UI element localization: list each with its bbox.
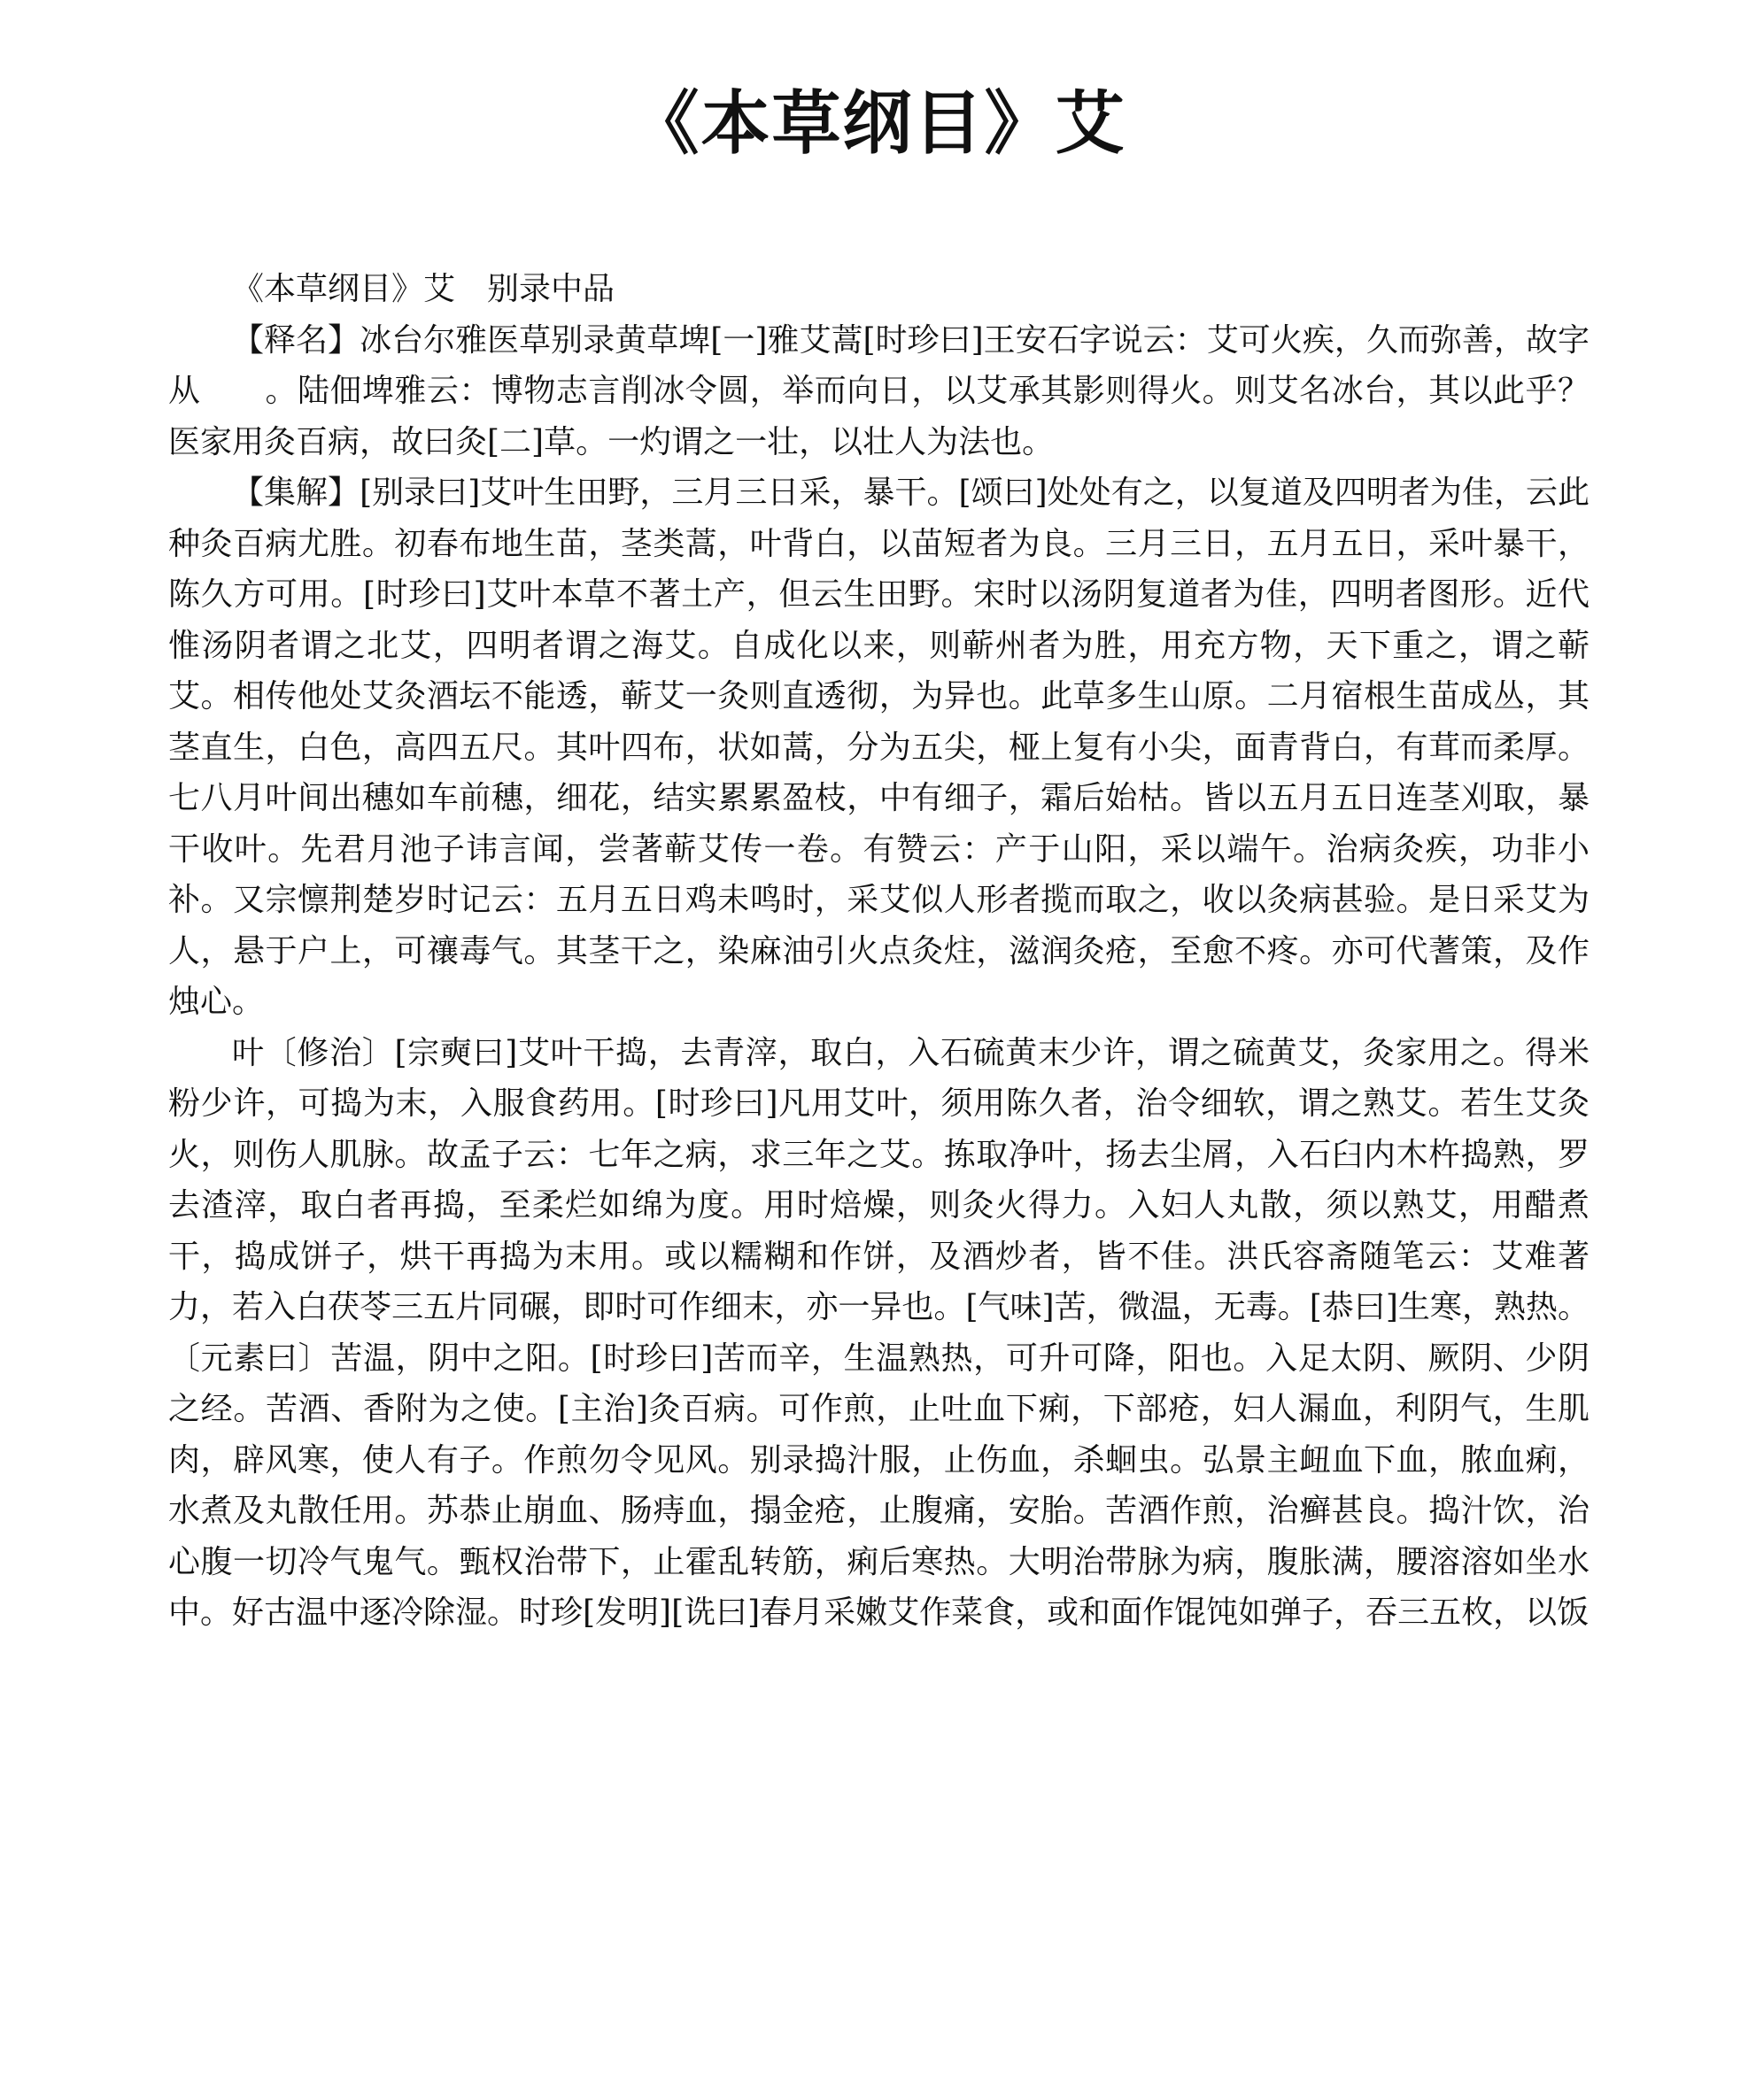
section-label-names: 【释名】 (232, 321, 360, 359)
source-line: 《本草纲目》艾 别录中品 (232, 271, 615, 307)
body-text (168, 264, 1590, 1639)
paragraph-names-text: 冰台尔雅医草别录黄草埤[一]雅艾蒿[时珍曰]王安石字说云：艾可火疾，久而弥善，故字从 。陆佃埤雅云：博物志言削冰令圆，举而向日，以艾承其影则得火。则艾名冰台，其以此乎？医家用灸百病，故曰灸[二]草。一灼谓之一壮，以壮人为法也。 (168, 321, 1590, 460)
paragraph-leaf: 叶〔修治〕[宗奭曰]艾叶干捣，去青滓，取白，入石硫黄末少许，谓之硫黄艾，灸家用之。得米粉少许，可捣为末，入服食药用。[时珍曰]凡用艾叶，须用陈久者，治令细软，谓之熟艾。若生艾灸火，则伤人肌脉。故孟子云：七年之病，求三年之艾。拣取净叶，扬去尘屑，入石臼内木杵捣熟，罗去渣滓，取白者再捣，至柔烂如绵为度。用时焙燥，则灸火得力。入妇人丸散，须以熟艾，用醋煮干，捣成饼子，烘干再捣为末用。或以糯糊和作饼，及酒炒者，皆不佳。洪氏容斋随笔云：艾难著力，若入白茯苓三五片同碾，即时可作细末，亦一异也。[气味]苦，微温，无毒。[恭曰]生寒，熟热。〔元素曰〕苦温，阴中之阳。[时珍曰]苦而辛，生温熟热，可升可降，阳也。入足太阴、厥阴、少阴之经。苦酒、香附为之使。[主治]灸百病。可作煎，止吐血下痢，下部疮，妇人漏血，利阴气，生肌肉，辟风寒，使人有子。作煎勿令见风。别录捣汁服，止伤血，杀蛔虫。弘景主衄血下血，脓血痢，水煮及丸散任用。苏恭止崩血、肠痔血，搨金疮，止腹痛，安胎。苦酒作煎，治癣甚良。捣汁饮，治心腹一切冷气鬼气。甄权治带下，止霍乱转筋，痢后寒热。大明治带脉为病，腹胀满，腰溶溶如坐水中。好古温中逐冷除湿。时珍[发明][诜曰]春月采嫩艾作菜食，或和面作馄饨如弹子，吞三五枚，以饭 (168, 1034, 1590, 1631)
section-label-collected-notes: 【集解】 (232, 475, 360, 511)
paragraph-collected-notes-text: [别录曰]艾叶生田野，三月三日采，暴干。[颂曰]处处有之，以复道及四明者为佳，云此种灸百病尤胜。初春布地生苗，茎类蒿，叶背白，以苗短者为良。三月三日，五月五日，采叶暴干，陈久方可用。[时珍曰]艾叶本草不著土产，但云生田野。宋时以汤阴复道者为佳，四明者图形。近代惟汤阴者谓之北艾，四明者谓之海艾。自成化以来，则蕲州者为胜，用充方物，天下重之，谓之蕲艾。相传他处艾灸酒坛不能透，蕲艾一灸则直透彻，为异也。此草多生山原。二月宿根生苗成丛，其茎直生，白色，高四五尺。其叶四布，状如蒿，分为五尖，桠上复有小尖，面青背白，有茸而柔厚。七八月叶间出穗如车前穗，细花，结实累累盈枝，中有细子，霜后始枯。皆以五月五日连茎刈取，暴干收叶。先君月池子讳言闻，尝著蕲艾传一卷。有赞云：产于山阳，采以端午。治病灸疾，功非小补。又宗懔荆楚岁时记云：五月五日鸡未鸣时，采艾似人形者揽而取之，收以灸病甚验。是日采艾为人，悬于户上，可禳毒气。其茎干之，染麻油引火点灸炷，滋润灸疮，至愈不疼。亦可代蓍策，及作烛心。 (168, 475, 1590, 1020)
paragraph-names (168, 315, 1590, 468)
paragraph-collected-notes (168, 467, 1590, 1028)
page-title: 《本草纲目》艾 (630, 83, 1126, 164)
